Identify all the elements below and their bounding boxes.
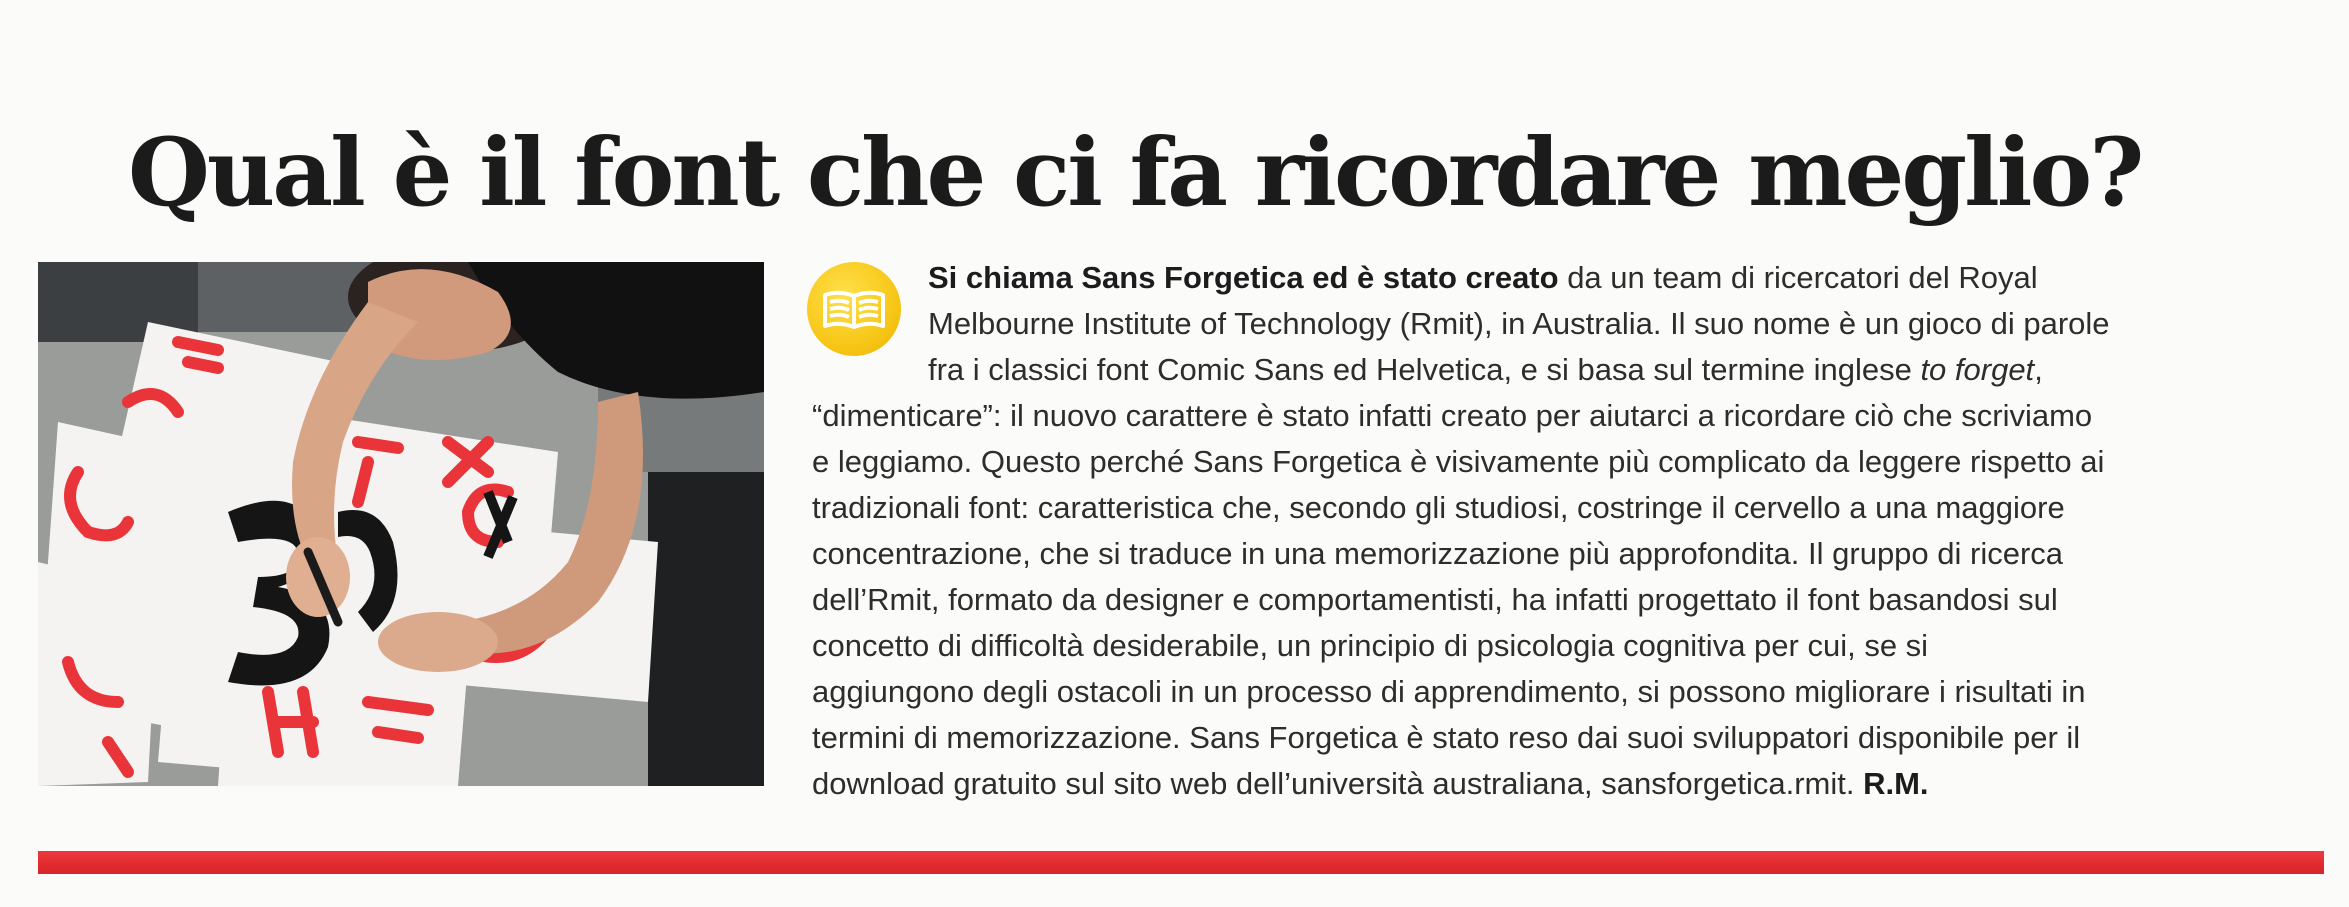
lead-in: Si chiama Sans Forgetica ed è stato creato bbox=[928, 260, 1559, 295]
body-text-segment: fra i classici font Comic Sans ed Helvetica, e si basa sul termine inglese bbox=[928, 352, 1921, 387]
body-line-6: tradizionali font: caratteristica che, secondo gli studiosi, costringe il cervello a una maggiore bbox=[812, 490, 2065, 525]
body-line-4: “dimenticare”: il nuovo carattere è stato infatti creato per aiutarci a ricordare ciò che scriviamo bbox=[812, 398, 2093, 433]
article-photo bbox=[38, 262, 764, 786]
body-line-9: concetto di difficoltà desiderabile, un principio di psicologia cognitiva per cui, se si bbox=[812, 628, 1929, 663]
body-line-5: e leggiamo. Questo perché Sans Forgetica è visivamente più complicato da leggere rispetto ai bbox=[812, 444, 2105, 479]
italic-term: to forget bbox=[1920, 352, 2035, 387]
body-line-2: Melbourne Institute of Technology (Rmit), in Australia. Il suo nome è un gioco di parole bbox=[928, 306, 2110, 341]
author-signature: R.M. bbox=[1863, 766, 1929, 801]
body-line-8: dell’Rmit, formato da designer e comportamentisti, ha infatti progettato il font basandosi sul bbox=[812, 582, 2058, 617]
body-text-segment: da un team di ricercatori del Royal bbox=[1558, 260, 2038, 295]
body-line-1 bbox=[812, 255, 2252, 301]
body-line-10: aggiungono degli ostacoli in un processo di apprendimento, si possono migliorare i risultati in bbox=[812, 674, 2086, 709]
article-body bbox=[812, 255, 2252, 807]
body-line-11: termini di memorizzazione. Sans Forgetica è stato reso dai suoi sviluppatori disponibile per il bbox=[812, 720, 2081, 755]
body-text-segment: download gratuito sul sito web dell’università australiana, sansforgetica.rmit. bbox=[812, 766, 1864, 801]
body-line-7: concentrazione, che si traduce in una memorizzazione più approfondita. Il gruppo di ricerca bbox=[812, 536, 2064, 571]
body-text-segment: , bbox=[2034, 352, 2043, 387]
body-line-3 bbox=[812, 347, 2252, 393]
red-divider-rule bbox=[38, 851, 2324, 874]
body-line-12 bbox=[812, 761, 2252, 807]
article-headline: Qual è il font che ci fa ricordare meglio? bbox=[128, 118, 2142, 228]
